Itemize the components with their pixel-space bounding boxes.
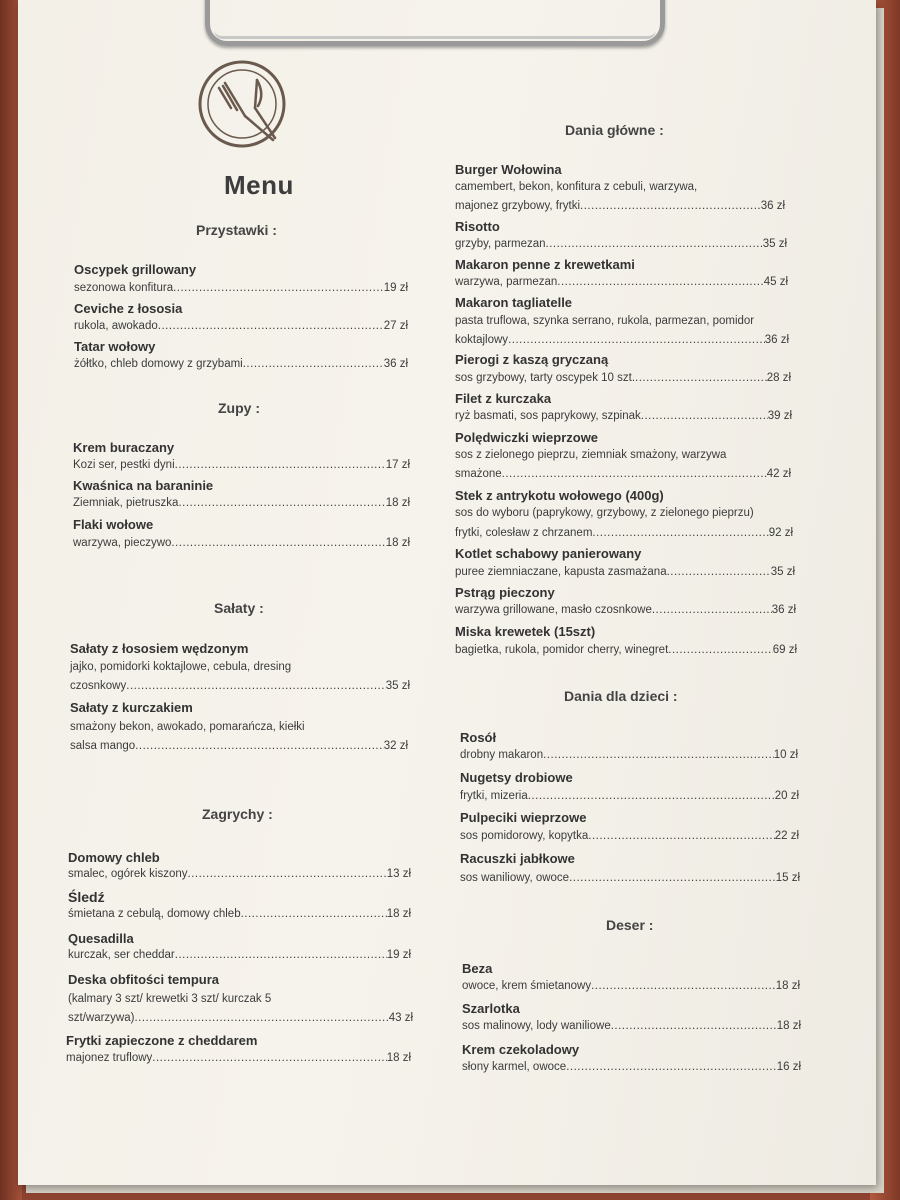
item-price: 18 zł (776, 1020, 801, 1032)
item-line (68, 1012, 413, 1024)
item-description: sos malinowy, lody waniliowe (462, 1020, 611, 1032)
item-line (455, 200, 785, 212)
dot-leader (591, 980, 776, 992)
item-line (460, 872, 800, 884)
section-title-zagrychy: Zagrychy : (202, 806, 273, 822)
dot-leader (557, 276, 763, 288)
item-description: ryż basmati, sos paprykowy, szpinak (455, 410, 641, 422)
item-price: 32 zł (383, 740, 408, 752)
item-price: 16 zł (776, 1061, 801, 1073)
item-name: Filet z kurczaka (455, 391, 552, 406)
item-description: żółtko, chleb domowy z grzybami (74, 358, 243, 370)
dot-leader (508, 334, 765, 346)
item-name: Ceviche z łososia (74, 301, 183, 316)
item-description: kurczak, ser cheddar (68, 949, 175, 961)
item-price: 36 zł (383, 358, 408, 370)
section-title-deser: Deser : (606, 917, 654, 933)
item-name: Burger Wołowina (455, 162, 562, 177)
dot-leader (667, 566, 771, 578)
item-price: 22 zł (774, 830, 799, 842)
item-price: 17 zł (385, 459, 410, 471)
item-line (460, 749, 798, 761)
item-line (455, 527, 793, 539)
item-line (455, 644, 797, 656)
dot-leader (173, 282, 384, 294)
item-price: 35 zł (770, 566, 795, 578)
dot-leader (546, 238, 763, 250)
item-line (455, 372, 791, 384)
dot-leader (569, 872, 776, 884)
item-price: 18 zł (385, 537, 410, 549)
item-description: słony karmel, owoce (462, 1061, 567, 1073)
item-description: sos do wyboru (paprykowy, grzybowy, z zielonego pieprzu) (455, 507, 754, 519)
item-line (74, 358, 408, 370)
dot-leader (135, 740, 383, 752)
item-description: Kozi ser, pestki dyni (73, 459, 175, 471)
item-description: sos z zielonego pieprzu, ziemniak smażony, warzywa (455, 449, 727, 461)
item-name: Kwaśnica na baraninie (73, 478, 214, 493)
dot-leader (502, 468, 767, 480)
item-name: Deska obfitości tempura (68, 972, 219, 987)
item-line (455, 334, 789, 346)
item-name: Sałaty z kurczakiem (70, 700, 193, 715)
item-name: Makaron penne z krewetkami (455, 257, 635, 272)
item-price: 20 zł (774, 790, 799, 802)
dot-leader (543, 749, 774, 761)
item-line (455, 238, 787, 250)
item-price: 18 zł (385, 497, 410, 509)
item-price: 13 zł (386, 868, 411, 880)
item-line (68, 949, 411, 961)
item-line (74, 320, 408, 332)
dot-leader (158, 320, 384, 332)
item-name: Nugetsy drobiowe (460, 770, 573, 785)
item-name: Beza (462, 961, 493, 976)
item-price: 18 zł (775, 980, 800, 992)
item-price: 45 zł (763, 276, 788, 288)
fork-and-knife-icon (195, 58, 295, 158)
item-name: Polędwiczki wieprzowe (455, 430, 599, 445)
item-name: Sałaty z łososiem wędzonym (70, 641, 249, 656)
item-description: śmietana z cebulą, domowy chleb (68, 908, 241, 920)
item-description: grzyby, parmezan (455, 238, 546, 250)
dot-leader (580, 200, 761, 212)
section-title-dania-glowne: Dania główne : (565, 122, 664, 138)
item-line (68, 908, 411, 920)
item-name: Tatar wołowy (74, 339, 156, 354)
item-name: Kotlet schabowy panierowany (455, 546, 642, 561)
item-price: 19 zł (383, 282, 408, 294)
item-description: drobny makaron (460, 749, 544, 761)
dot-leader (641, 410, 768, 422)
dot-leader (668, 644, 772, 656)
item-description: pasta truflowa, szynka serrano, rukola, parmezan, pomidor (455, 315, 755, 327)
dot-leader (175, 459, 386, 471)
item-name: Rosół (460, 730, 497, 745)
item-description: rukola, awokado (74, 320, 158, 332)
item-description: camembert, bekon, konfitura z cebuli, warzywa, (455, 181, 698, 193)
item-line (460, 790, 799, 802)
item-price: 43 zł (388, 1012, 413, 1024)
dot-leader (152, 1052, 386, 1064)
item-name: Stek z antrykotu wołowego (400g) (455, 488, 664, 503)
dot-leader (243, 358, 384, 370)
dot-leader (126, 680, 385, 692)
item-line (73, 459, 410, 471)
item-price: 92 zł (768, 527, 793, 539)
item-description: (kalmary 3 szt/ krewetki 3 szt/ kurczak 5 (68, 993, 272, 1005)
item-description: smażone (455, 468, 502, 480)
item-name: Śledź (68, 889, 105, 905)
clipboard-clip (205, 0, 665, 46)
item-name: Domowy chleb (68, 850, 160, 865)
item-name: Racuszki jabłkowe (460, 851, 575, 866)
item-price: 35 zł (385, 680, 410, 692)
dot-leader (175, 949, 387, 961)
item-price: 39 zł (767, 410, 792, 422)
item-description: czosnkowy (70, 680, 127, 692)
item-description: owoce, krem śmietanowy (462, 980, 592, 992)
item-name: Miska krewetek (15szt) (455, 624, 596, 639)
item-description: koktajlowy (455, 334, 509, 346)
dot-leader (528, 790, 775, 802)
item-price: 19 zł (386, 949, 411, 961)
item-description: sos pomidorowy, kopytka (460, 830, 589, 842)
section-title-salaty: Sałaty : (214, 600, 264, 616)
section-title-zupy: Zupy : (218, 400, 260, 416)
item-name: Pulpeciki wieprzowe (460, 810, 587, 825)
item-description: frytki, colesław z chrzanem (455, 527, 593, 539)
item-line (68, 868, 411, 880)
item-name: Quesadilla (68, 931, 134, 946)
item-name: Pierogi z kaszą gryczaną (455, 352, 609, 367)
item-line (73, 497, 410, 509)
item-price: 36 zł (764, 334, 789, 346)
item-description: smażony bekon, awokado, pomarańcza, kiełki (70, 721, 305, 733)
item-description: frytki, mizeria (460, 790, 528, 802)
item-name: Makaron tagliatelle (455, 295, 573, 310)
item-description: sos grzybowy, tarty oscypek 10 szt. (455, 372, 636, 384)
item-description: warzywa grillowane, masło czosnkowe (455, 604, 652, 616)
item-description: majonez truflowy (66, 1052, 153, 1064)
dot-leader (611, 1020, 777, 1032)
item-price: 18 zł (386, 908, 411, 920)
dot-leader (592, 527, 768, 539)
menu-title: Menu (224, 170, 294, 200)
item-line (455, 410, 792, 422)
item-line (73, 537, 410, 549)
dot-leader (566, 1061, 777, 1073)
item-price: 36 zł (771, 604, 796, 616)
item-line (462, 1020, 801, 1032)
item-price: 35 zł (762, 238, 787, 250)
item-description: puree ziemniaczane, kapusta zasmażana (455, 566, 667, 578)
item-line (455, 468, 791, 480)
item-name: Krem czekoladowy (462, 1042, 580, 1057)
dot-leader (188, 868, 387, 880)
item-price: 42 zł (766, 468, 791, 480)
item-price: 28 zł (766, 372, 791, 384)
item-description: salsa mango (70, 740, 136, 752)
item-line (70, 680, 410, 692)
item-price: 69 zł (772, 644, 797, 656)
item-line (455, 566, 795, 578)
item-description: Ziemniak, pietruszka (73, 497, 179, 509)
item-line (462, 1061, 801, 1073)
item-name: Szarlotka (462, 1001, 520, 1016)
item-price: 27 zł (383, 320, 408, 332)
dot-leader (652, 604, 772, 616)
item-price: 15 zł (775, 872, 800, 884)
item-line (455, 276, 788, 288)
section-title-dania-dla-dzieci: Dania dla dzieci : (564, 688, 678, 704)
section-title-przystawki: Przystawki : (196, 222, 277, 238)
item-description: majonez grzybowy, frytki (455, 200, 581, 212)
dot-leader (588, 830, 774, 842)
item-description: sezonowa konfitura (74, 282, 174, 294)
item-name: Risotto (455, 219, 500, 234)
dot-leader (134, 1012, 388, 1024)
dot-leader (178, 497, 385, 509)
item-name: Pstrąg pieczony (455, 585, 555, 600)
item-name: Frytki zapieczone z cheddarem (66, 1033, 258, 1048)
item-description: smalec, ogórek kiszony (68, 868, 188, 880)
item-description: bagietka, rukola, pomidor cherry, winegret (455, 644, 669, 656)
item-line (66, 1052, 411, 1064)
dot-leader (241, 908, 387, 920)
item-name: Oscypek grillowany (74, 262, 197, 277)
item-name: Krem buraczany (73, 440, 175, 455)
item-price: 36 zł (760, 200, 785, 212)
item-description: warzywa, parmezan (455, 276, 558, 288)
item-price: 18 zł (386, 1052, 411, 1064)
item-price: 10 zł (773, 749, 798, 761)
item-line (462, 980, 800, 992)
item-line (74, 282, 408, 294)
dot-leader (635, 372, 767, 384)
dot-leader (171, 537, 385, 549)
item-description: jajko, pomidorki koktajlowe, cebula, dresing (70, 661, 292, 673)
menu-sheet (18, 0, 876, 1185)
item-description: szt/warzywa) (68, 1012, 135, 1024)
item-line (460, 830, 799, 842)
item-description: warzywa, pieczywo (73, 537, 172, 549)
item-line (455, 604, 796, 616)
item-line (70, 740, 408, 752)
item-description: sos waniliowy, owoce (460, 872, 570, 884)
item-name: Flaki wołowe (73, 517, 154, 532)
